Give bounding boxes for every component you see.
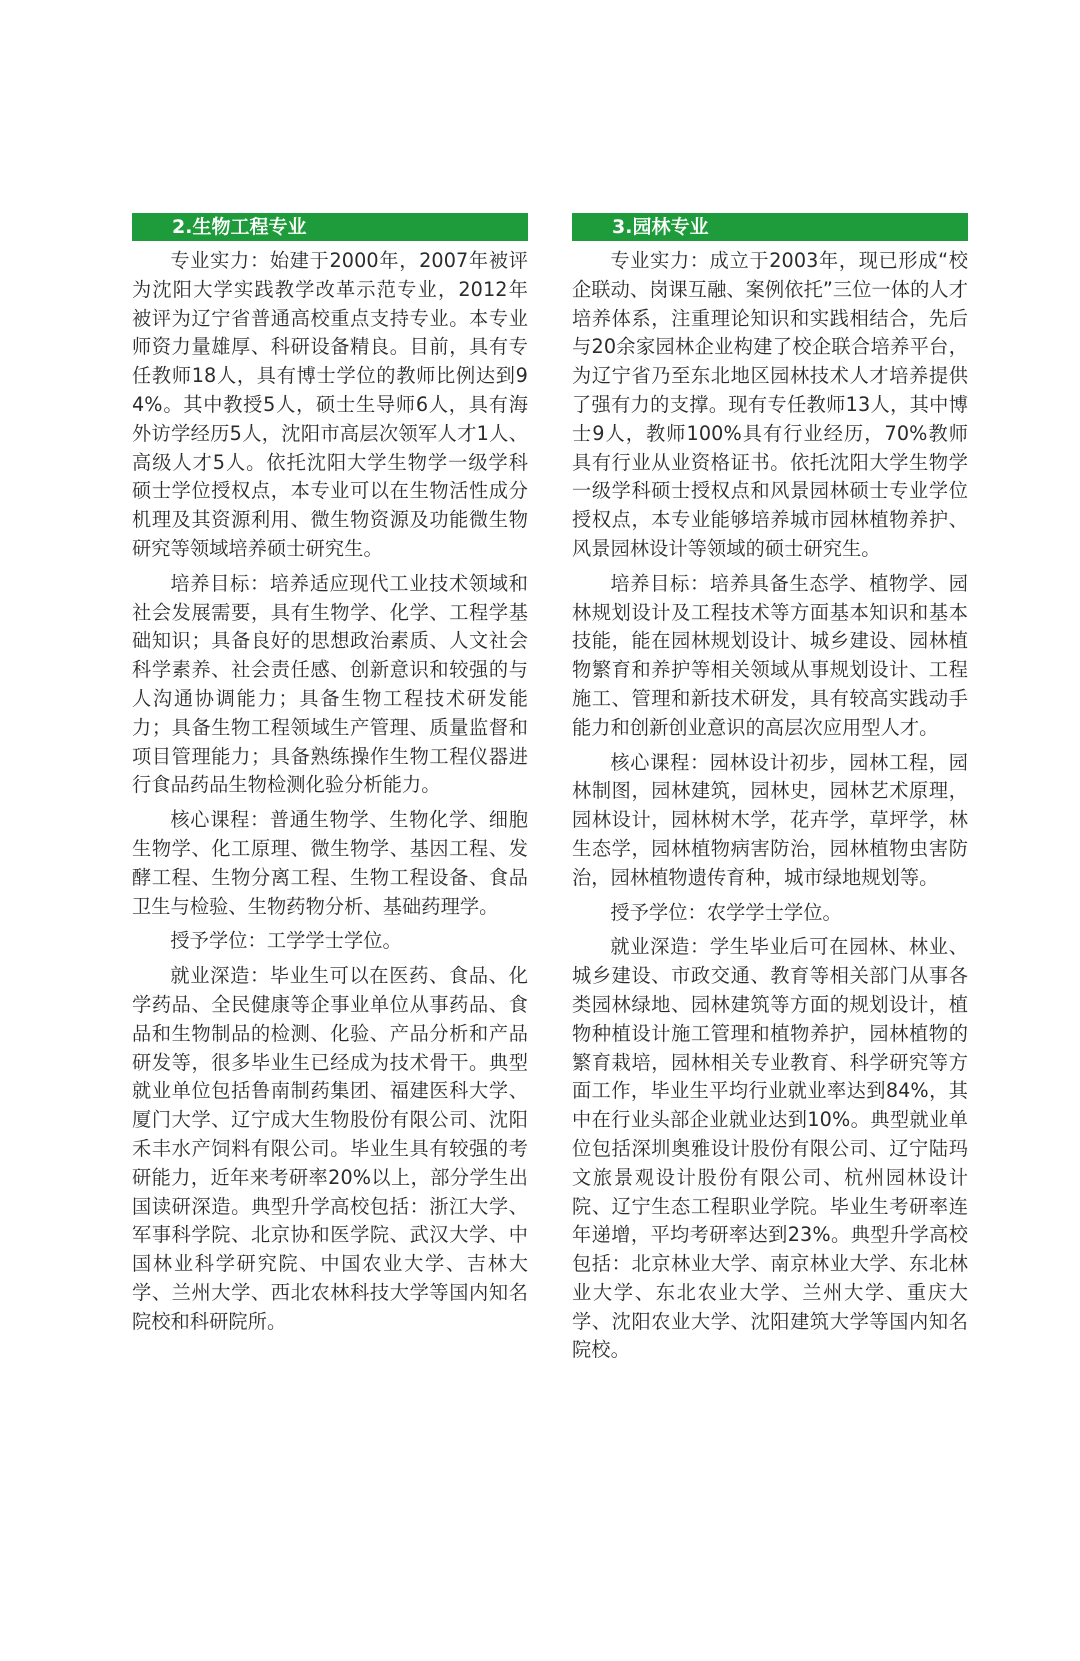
section-header: 2.生物工程专业 <box>132 213 528 241</box>
paragraph-strength: 专业实力：始建于2000年，2007年被评为沈阳大学实践教学改革示范专业，2012年被评为辽宁省普通高校重点支持专业。本专业师资力量雄厚、科研设备精良。目前，具有专任教师18人，具有博士学位的教师比例达到94%。其中教授5人，硕士生导师6人，具有海外访学经历5人，沈阳市高层次领军人才1人、高级人才5人。依托沈阳大学生物学一级学科硕士学位授权点，本专业可以在生物活性成分机理及其资源利用、微生物资源及功能微生物研究等领域培养硕士研究生。 <box>132 249 528 560</box>
paragraph-core-courses: 核心课程：园林设计初步，园林工程，园林制图，园林建筑，园林史，园林艺术原理，园林设计，园林树木学，花卉学，草坪学，林生态学，园林植物病害防治，园林植物虫害防治，园林植物遗传育种，城市绿地规划等。 <box>572 750 968 889</box>
paragraph-degree: 授予学位：工学学士学位。 <box>170 929 402 953</box>
paragraph-career: 就业深造：毕业生可以在医药、食品、化学药品、全民健康等企事业单位从事药品、食品和生物制品的检测、化验、产品分析和产品研发等，很多毕业生已经成为技术骨干。典型就业单位包括鲁南制药集团、福建医科大学、厦门大学、辽宁成大生物股份有限公司、沈阳禾丰水产饲料有限公司。毕业生具有较强的考研能力，近年来考研率20%以上，部分学生出国读研深造。典型升学高校包括：浙江大学、军事科学院、北京协和医学院、武汉大学、中国林业科学研究院、中国农业大学、吉林大学、兰州大学、西北农林科技大学等国内知名院校和科研院所。 <box>132 964 528 1333</box>
paragraph-career: 就业深造：学生毕业后可在园林、林业、城乡建设、市政交通、教育等相关部门从事各类园林绿地、园林建筑等方面的规划设计，植物种植设计施工管理和植物养护，园林植物的繁育栽培，园林相关专业教育、科学研究等方面工作，毕业生平均行业就业率达到84%，其中在行业头部企业就业达到10%。典型就业单位包括深圳奥雅设计股份有限公司、辽宁陆玛文旅景观设计股份有限公司、杭州园林设计院、辽宁生态工程职业学院。毕业生考研率连年递增，平均考研率达到23%。典型升学高校包括：北京林业大学、南京林业大学、东北林业大学、东北农业大学、兰州大学、重庆大学、沈阳农业大学、沈阳建筑大学等国内知名院校。 <box>572 935 968 1362</box>
paragraph-strength: 专业实力：成立于2003年，现已形成“校企联动、岗课互融、案例依托”三位一体的人才培养体系，注重理论知识和实践相结合，先后与20余家园林企业构建了校企联合培养平台，为辽宁省乃至东北地区园林技术人才培养提供了强有力的支撑。现有专任教师13人，其中博士9人，教师100%具有行业经历，70%教师具有行业从业资格证书。依托沈阳大学生物学一级学科硕士授权点和风景园林硕士专业学位授权点，本专业能够培养城市园林植物养护、风景园林设计等领域的硕士研究生。 <box>572 249 968 560</box>
paragraph-goals: 培养目标：培养具备生态学、植物学、园林规划设计及工程技术等方面基本知识和基本技能，能在园林规划设计、城乡建设、园林植物繁育和养护等相关领域从事规划设计、工程施工、管理和新技术研发，具有较高实践动手能力和创新创业意识的高层次应用型人才。 <box>572 571 968 739</box>
paragraph-core-courses: 核心课程：普通生物学、生物化学、细胞生物学、化工原理、微生物学、基因工程、发酵工程、生物分离工程、生物工程设备、食品卫生与检验、生物药物分析、基础药理学。 <box>132 808 528 918</box>
section-landscape <box>572 213 968 1371</box>
section-header: 3.园林专业 <box>572 213 968 241</box>
section-bioengineering <box>132 213 528 1342</box>
paragraph-degree: 授予学位：农学学士学位。 <box>610 900 842 924</box>
paragraph-goals: 培养目标：培养适应现代工业技术领域和社会发展需要，具有生物学、化学、工程学基础知识；具备良好的思想政治素质、人文社会科学素养、社会责任感、创新意识和较强的与人沟通协调能力；具备生物工程技术研发能力；具备生物工程领域生产管理、质量监督和项目管理能力；具备熟练操作生物工程仪器进行食品药品生物检测化验分析能力。 <box>132 571 528 797</box>
